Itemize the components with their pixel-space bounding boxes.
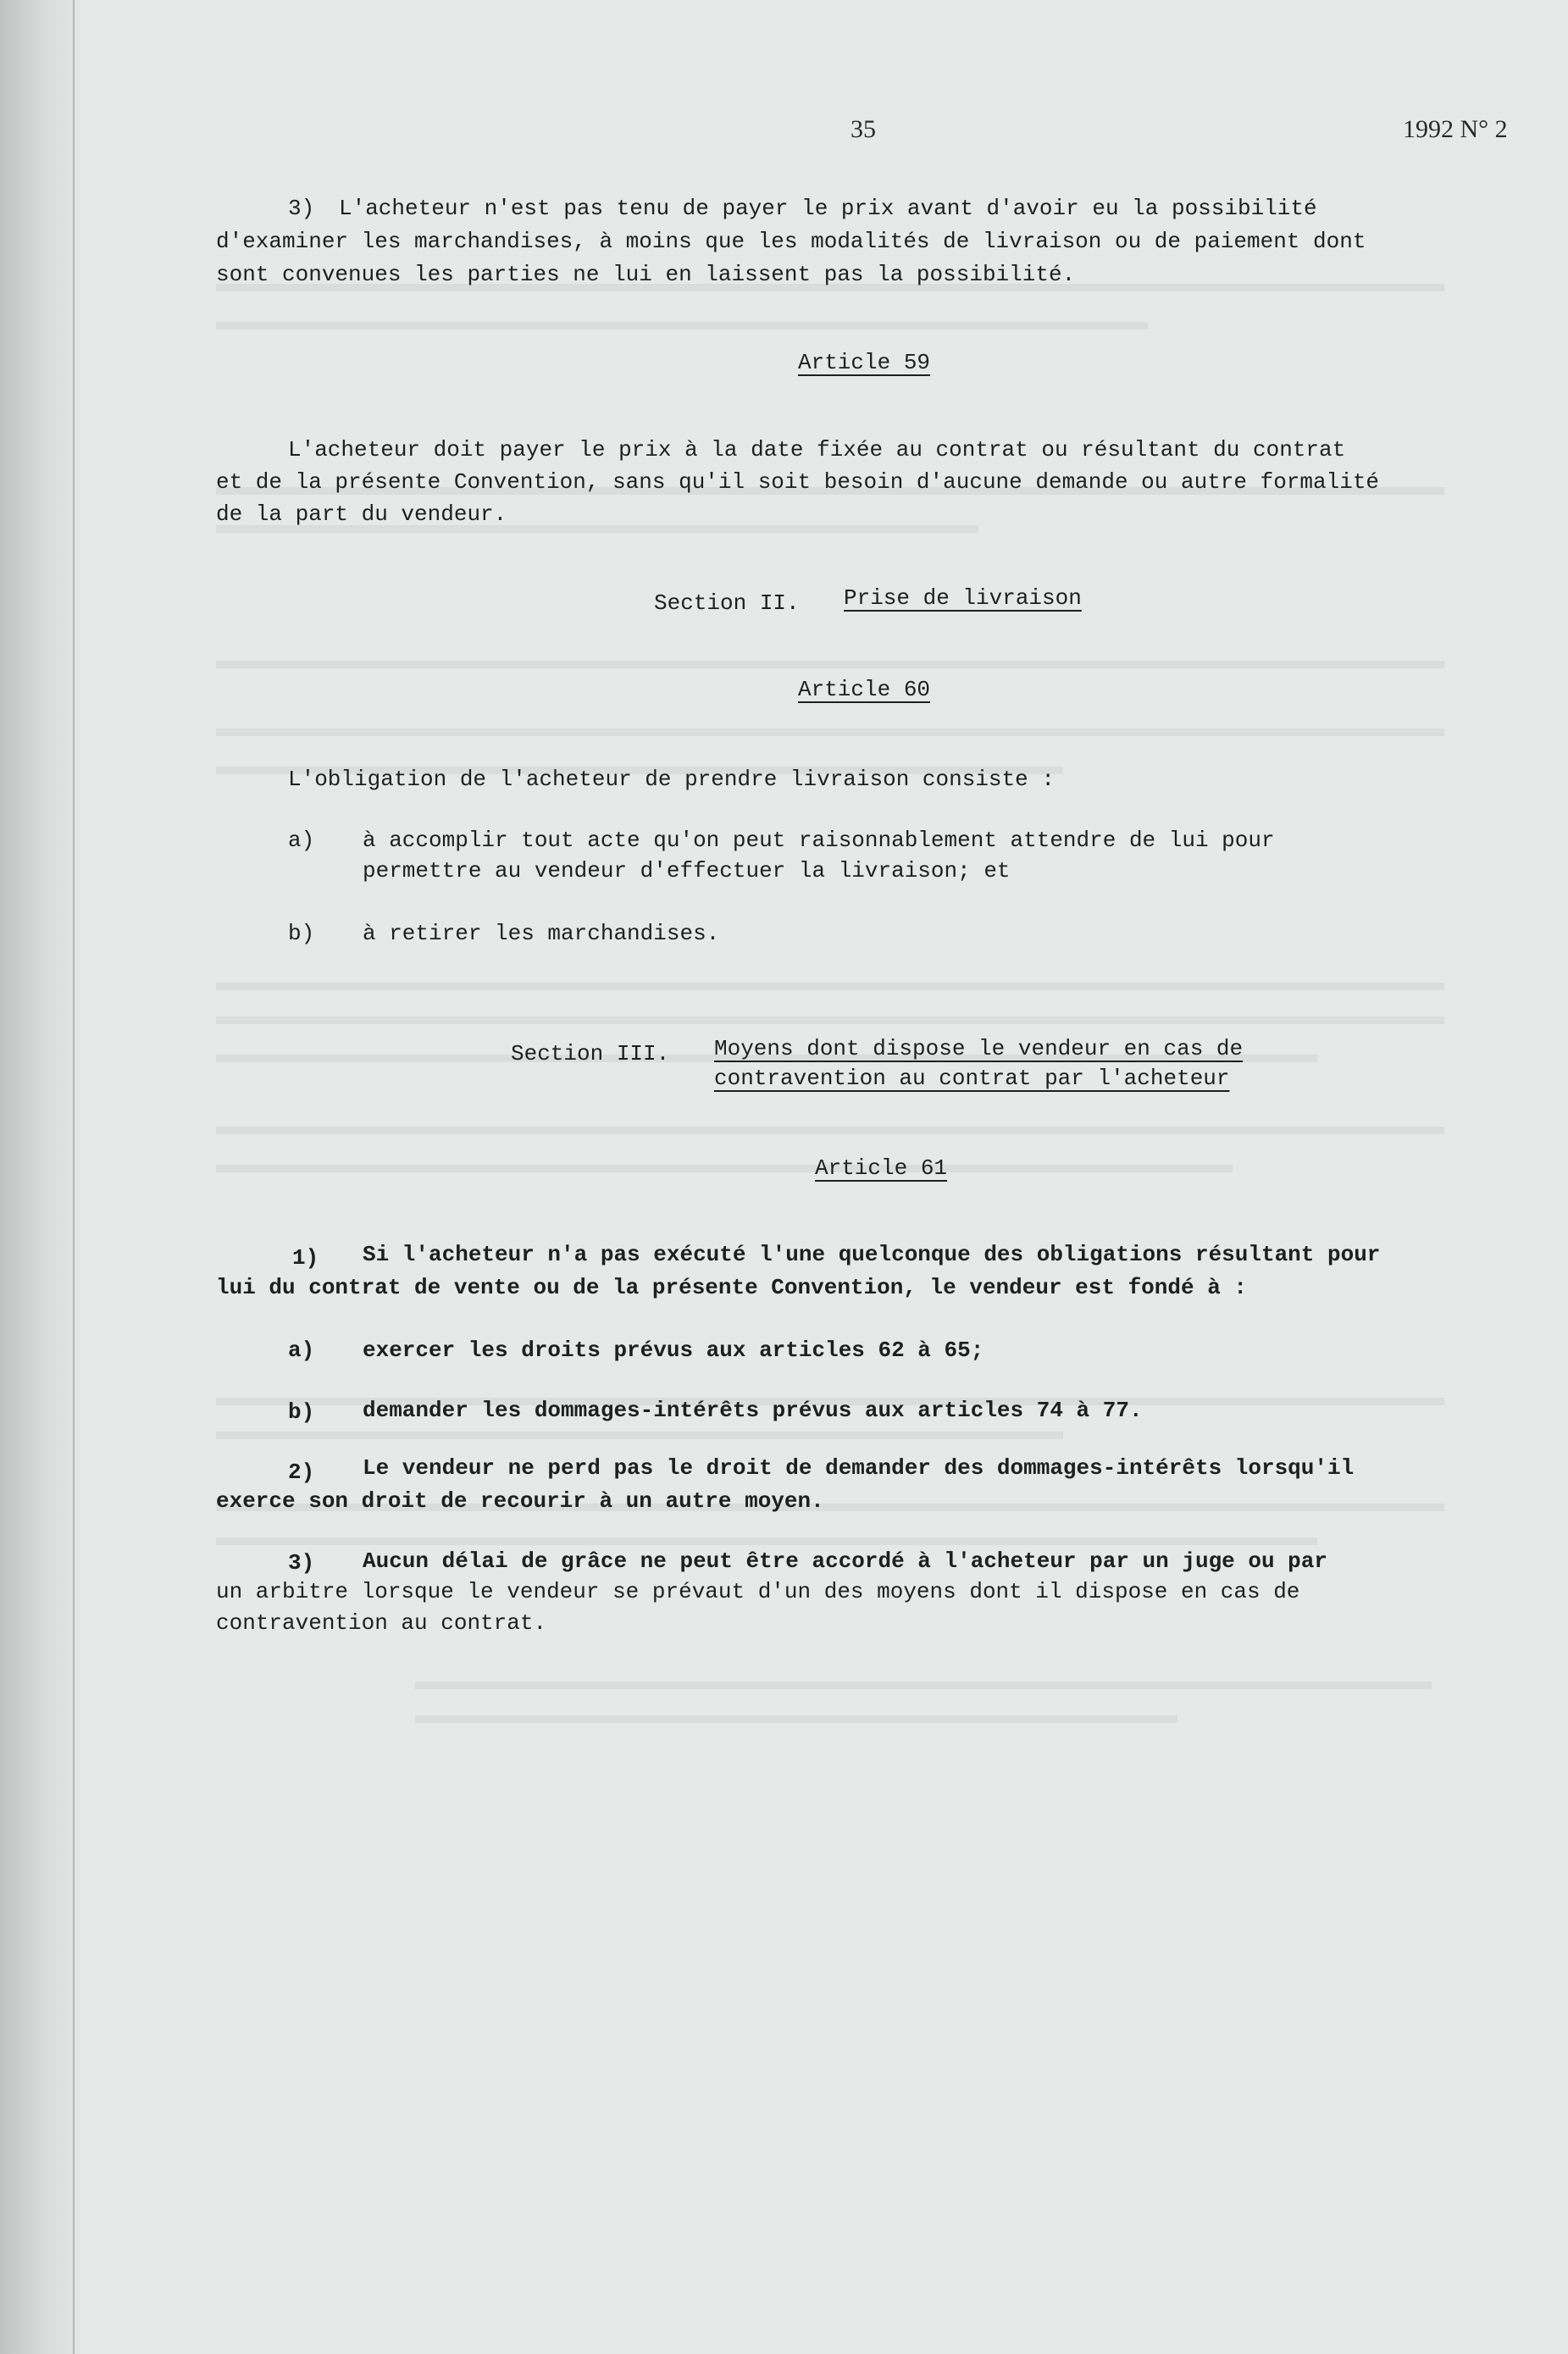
section-label: Section III. (511, 1041, 670, 1066)
paragraph-text-line: sont convenues les parties ne lui en laissent pas la possibilité. (216, 262, 1076, 287)
paragraph-text-line: L'obligation de l'acheteur de prendre livraison consiste : (288, 767, 1055, 792)
paragraph-text-line: un arbitre lorsque le vendeur se prévaut d'un des moyens dont il dispose en cas de (216, 1579, 1300, 1604)
section-title-line: Moyens dont dispose le vendeur en cas de (714, 1036, 1244, 1061)
list-label: b) (288, 921, 315, 946)
paragraph-text-line: L'acheteur doit payer le prix à la date fixée au contrat ou résultant du contrat (288, 437, 1346, 462)
section-title-line: contravention au contrat par l'acheteur (714, 1066, 1230, 1091)
section-label: Section II. (654, 590, 800, 616)
paragraph-text-line: lui du contrat de vente ou de la présente Convention, le vendeur est fondé à : (216, 1275, 1247, 1300)
paragraph-text-line: L'acheteur n'est pas tenu de payer le prix avant d'avoir eu la possibilité (339, 196, 1317, 221)
list-label: b) (288, 1399, 315, 1425)
paragraph-text-line: Aucun délai de grâce ne peut être accordé à l'acheteur par un juge ou par (363, 1548, 1327, 1574)
list-item-text-line: à accomplir tout acte qu'on peut raisonnablement attendre de lui pour (363, 828, 1275, 853)
list-item-text-line: demander les dommages-intérêts prévus aux articles 74 à 77. (363, 1398, 1143, 1423)
paragraph-text-line: exerce son droit de recourir à un autre moyen. (216, 1488, 824, 1514)
paragraph-number: 3) (288, 1550, 315, 1576)
article-heading: Article 61 (815, 1155, 948, 1181)
paragraph-text-line: de la part du vendeur. (216, 501, 507, 527)
list-label: a) (288, 828, 315, 853)
page-number: 35 (850, 115, 876, 143)
article-heading: Article 59 (798, 350, 931, 375)
journal-reference: 1992 N° 2 (1403, 115, 1508, 143)
paragraph-number: 1) (292, 1245, 319, 1271)
paragraph-text-line: contravention au contrat. (216, 1610, 547, 1636)
list-item-text-line: permettre au vendeur d'effectuer la livraison; et (363, 858, 1011, 883)
article-heading: Article 60 (798, 677, 931, 702)
paragraph-number: 3) (288, 196, 315, 221)
list-item-text-line: exercer les droits prévus aux articles 62 à 65; (363, 1338, 984, 1363)
list-item-text-line: à retirer les marchandises. (363, 921, 720, 946)
paragraph-text-line: Le vendeur ne perd pas le droit de demander des dommages-intérêts lorsqu'il (363, 1455, 1355, 1481)
section-title: Prise de livraison (844, 585, 1082, 611)
paragraph-text-line: d'examiner les marchandises, à moins que les modalités de livraison ou de paiement dont (216, 229, 1366, 254)
paragraph-text-line: et de la présente Convention, sans qu'il soit besoin d'aucune demande ou autre formalité (216, 469, 1380, 495)
paragraph-number: 2) (288, 1459, 315, 1485)
list-label: a) (288, 1338, 315, 1363)
paragraph-text-line: Si l'acheteur n'a pas exécuté l'une quelconque des obligations résultant pour (363, 1242, 1381, 1267)
